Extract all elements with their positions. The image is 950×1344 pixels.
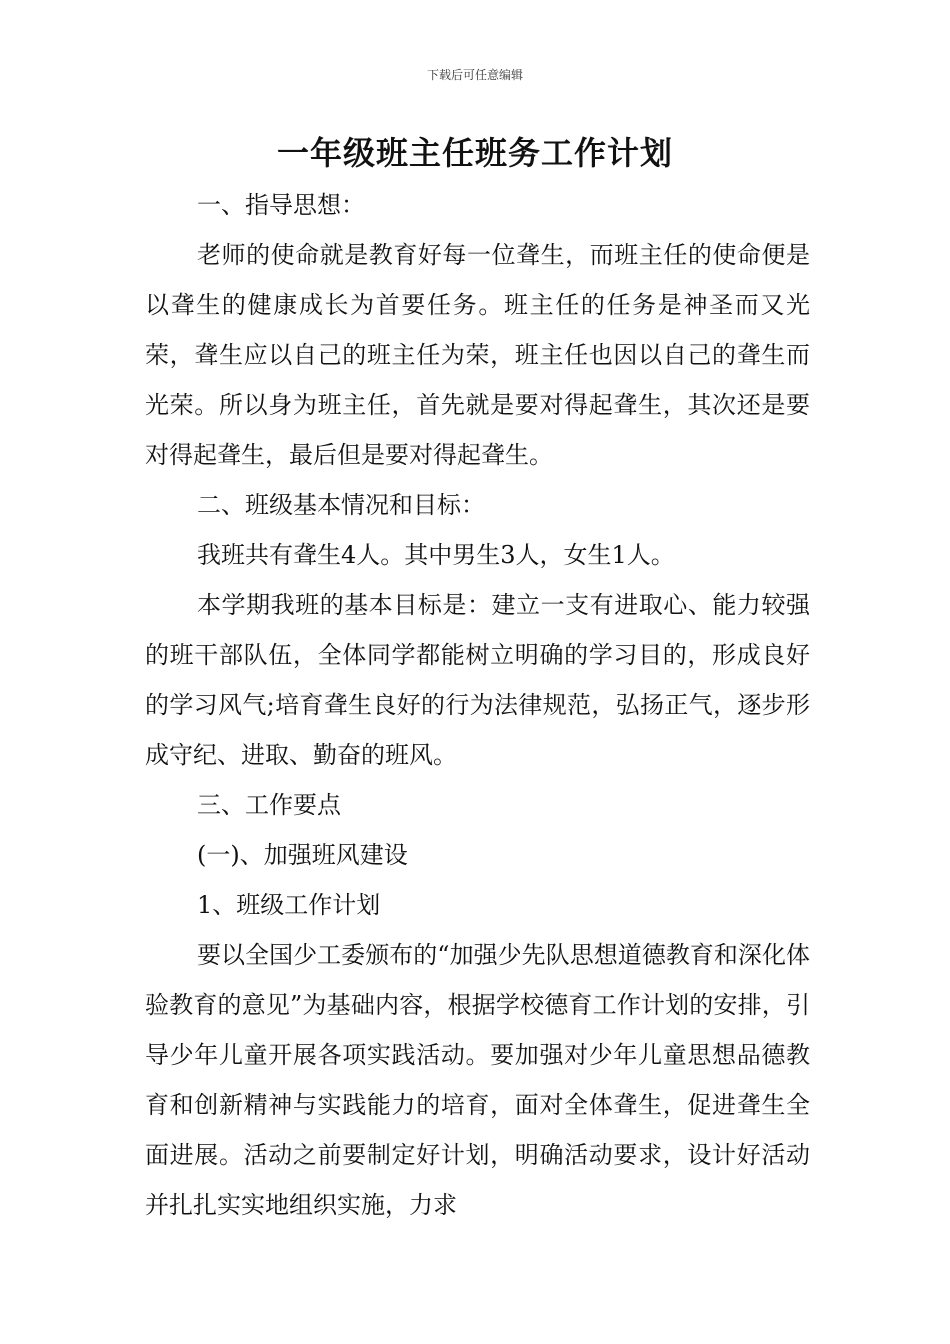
paragraph-work-plan: 要以全国少工委颁布的“加强少先队思想道德教育和深化体验教育的意见”为基础内容，根据学校德育工作计划的安排，引导少年儿童开展各项实践活动。要加强对少年儿童思想品德教育和创新精神与实践能力的培育，面对全体聋生，促进聋生全面进展。活动之前要制定好计划，明确活动要求，设计好活动并扎扎实实地组织实施，力求 <box>145 941 810 1219</box>
document-title: 一年级班主任班务工作计划 <box>276 134 673 172</box>
document-body <box>145 180 810 1230</box>
section-heading-class-situation: 二、班级基本情况和目标： <box>197 491 485 519</box>
paragraph-class-goals: 本学期我班的基本目标是：建立一支有进取心、能力较强的班干部队伍，全体同学都能树立明确的学习目的，形成良好的学习风气;培育聋生良好的行为法律规范，弘扬正气，逐步形成守纪、进取、勤奋的班风。 <box>145 591 810 769</box>
paragraph-class-count: 我班共有聋生4人。其中男生3人，女生1人。 <box>197 541 675 569</box>
section-heading-guiding-thought: 一、指导思想： <box>197 191 365 219</box>
paragraph-guiding-thought: 老师的使命就是教育好每一位聋生，而班主任的使命便是以聋生的健康成长为首要任务。班主任的任务是神圣而又光荣，聋生应以自己的班主任为荣，班主任也因以自己的聋生而光荣。所以身为班主任，首先就是要对得起聋生，其次还是要对得起聋生，最后但是要对得起聋生。 <box>145 241 810 469</box>
subsection-heading-class-style: (一)、加强班风建设 <box>197 841 408 869</box>
section-heading-work-points: 三、工作要点 <box>197 791 341 819</box>
header-note: 下载后可任意编辑 <box>426 68 523 82</box>
item-heading-work-plan: 1、班级工作计划 <box>197 891 381 919</box>
